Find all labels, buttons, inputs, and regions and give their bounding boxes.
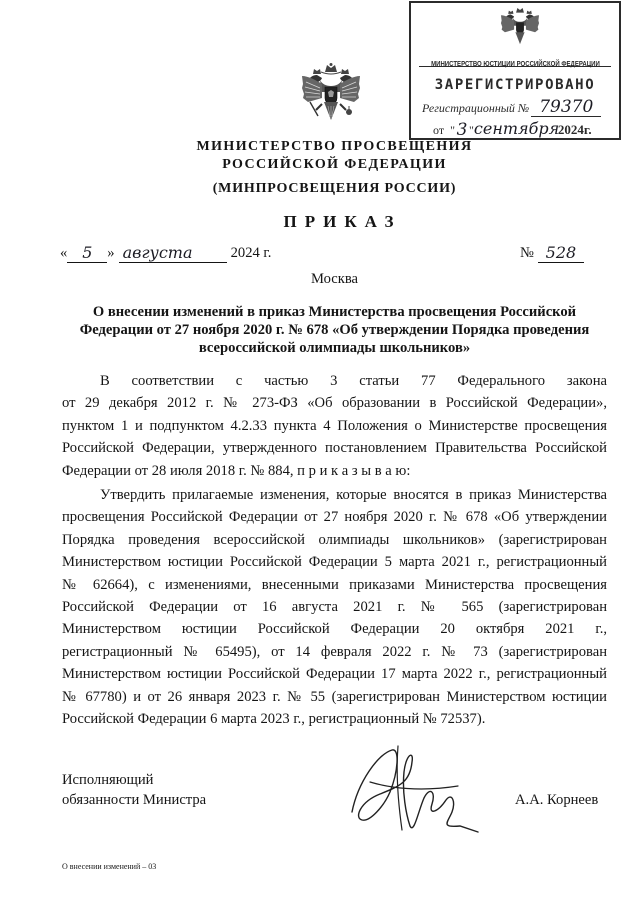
ministry-name-line1: МИНИСТЕРСТВО ПРОСВЕЩЕНИЯ bbox=[196, 139, 473, 154]
body-line: В соответствии с частью 3 статьи 77 Федерального закона bbox=[100, 373, 607, 389]
body-line: от 29 декабря 2012 г. № 273-ФЗ «Об образовании в Российской Федерации», bbox=[62, 395, 607, 412]
order-date bbox=[60, 241, 271, 263]
order-year: 2024 г. bbox=[230, 245, 272, 261]
stamp-divider bbox=[419, 66, 611, 67]
order-number bbox=[520, 241, 584, 263]
stamp-ministry-label: МИНИСТЕРСТВО ЮСТИЦИИ РОССИЙСКОЙ ФЕДЕРАЦИИ bbox=[430, 59, 600, 68]
body-line: Российской Федерации 6 марта 2023 г., регистрационный № 72537). bbox=[62, 711, 486, 728]
body-line: Министерством юстиции Российской Федерации 5 марта 2021 г., регистрационный bbox=[62, 554, 607, 571]
date-quote-close: » bbox=[107, 245, 115, 261]
body-line: Российской Федерации, утвержденного постановлением Правительства Российской bbox=[62, 440, 607, 457]
paragraph-decision bbox=[62, 484, 607, 730]
stamp-date-prefix: от bbox=[433, 123, 445, 137]
body-line: пунктом 1 и подпунктом 4.2.33 пункта 4 Положения о Министерстве просвещения bbox=[62, 417, 607, 434]
document-body bbox=[62, 370, 607, 731]
stamp-date-year: 2024г. bbox=[557, 122, 592, 137]
footer-note: О внесении изменений – 03 bbox=[62, 862, 157, 871]
title-line: всероссийской олимпиады школьников» bbox=[198, 340, 471, 356]
signer-position-line2: обязанности Министра bbox=[62, 792, 207, 808]
paragraph-legal-basis bbox=[62, 370, 607, 482]
body-line: просвещения Российской Федерации от 27 ноября 2020 г. № 678 «Об утверждении bbox=[62, 509, 607, 526]
stamp-date-month: сентября bbox=[473, 119, 560, 138]
body-line: Российской Федерации от 16 августа 2021 г. № 565 (зарегистрирован bbox=[62, 599, 607, 616]
order-number-value: 528 bbox=[538, 244, 584, 263]
body-line: Федерации от 28 июля 2018 г. № 884, п р и к а з ы в а ю: bbox=[62, 462, 411, 479]
coat-of-arms-icon bbox=[300, 62, 362, 126]
body-line: № 67780) и от 26 января 2023 г. № 55 (зарегистрирован Министерством юстиции bbox=[62, 688, 607, 705]
body-line: Утвердить прилагаемые изменения, которые вносятся в приказ Министерства bbox=[100, 487, 607, 504]
stamp-status: ЗАРЕГИСТРИРОВАНО bbox=[434, 77, 596, 93]
body-line: Министерством юстиции Российской Федерации 20 октября 2021 г., bbox=[62, 621, 607, 638]
signer-name: А.А. Корнеев bbox=[515, 792, 599, 808]
ministry-name-line2: РОССИЙСКОЙ ФЕДЕРАЦИИ bbox=[222, 157, 447, 172]
signer-position-line1: Исполняющий bbox=[62, 772, 154, 788]
body-line: регистрационный № 65495), от 14 февраля 2022 г. № 73 (зарегистрирован bbox=[62, 643, 607, 660]
stamp-reg-label: Регистрационный № bbox=[422, 101, 530, 115]
stamp-emblem-icon bbox=[498, 6, 542, 48]
order-number-label: № bbox=[520, 245, 534, 261]
ministry-short-name: (МИНПРОСВЕЩЕНИЯ РОССИИ) bbox=[212, 181, 457, 196]
stamp-registration-row bbox=[422, 97, 601, 117]
body-line: Порядка проведения всероссийской олимпиады школьников» (зарегистрирован bbox=[62, 531, 607, 548]
title-line: Федерации от 27 ноября 2020 г. № 678 «Об утверждении Порядка проведения bbox=[79, 322, 590, 338]
city: Москва bbox=[310, 271, 359, 287]
document-title bbox=[62, 303, 607, 357]
order-day: 5 bbox=[67, 244, 107, 263]
body-line: Министерством юстиции Российской Федерации 17 марта 2022 г., регистрационный bbox=[62, 666, 607, 683]
registration-stamp bbox=[409, 1, 621, 140]
order-month: августа bbox=[119, 244, 227, 263]
signature bbox=[340, 742, 480, 837]
stamp-date-row bbox=[433, 119, 592, 139]
date-quote-open: « bbox=[60, 245, 68, 261]
stamp-quote-close: " bbox=[469, 123, 474, 137]
title-line: О внесении изменений в приказ Министерства просвещения Российской bbox=[92, 304, 577, 320]
stamp-quote-open: " bbox=[450, 123, 455, 137]
document-type: ПРИКАЗ bbox=[283, 212, 402, 231]
stamp-reg-number: 79370 bbox=[531, 98, 601, 117]
body-line: № 62664), с изменениями, внесенными приказами Министерства просвещения bbox=[62, 576, 607, 593]
stamp-date-day: 3 bbox=[456, 120, 468, 140]
